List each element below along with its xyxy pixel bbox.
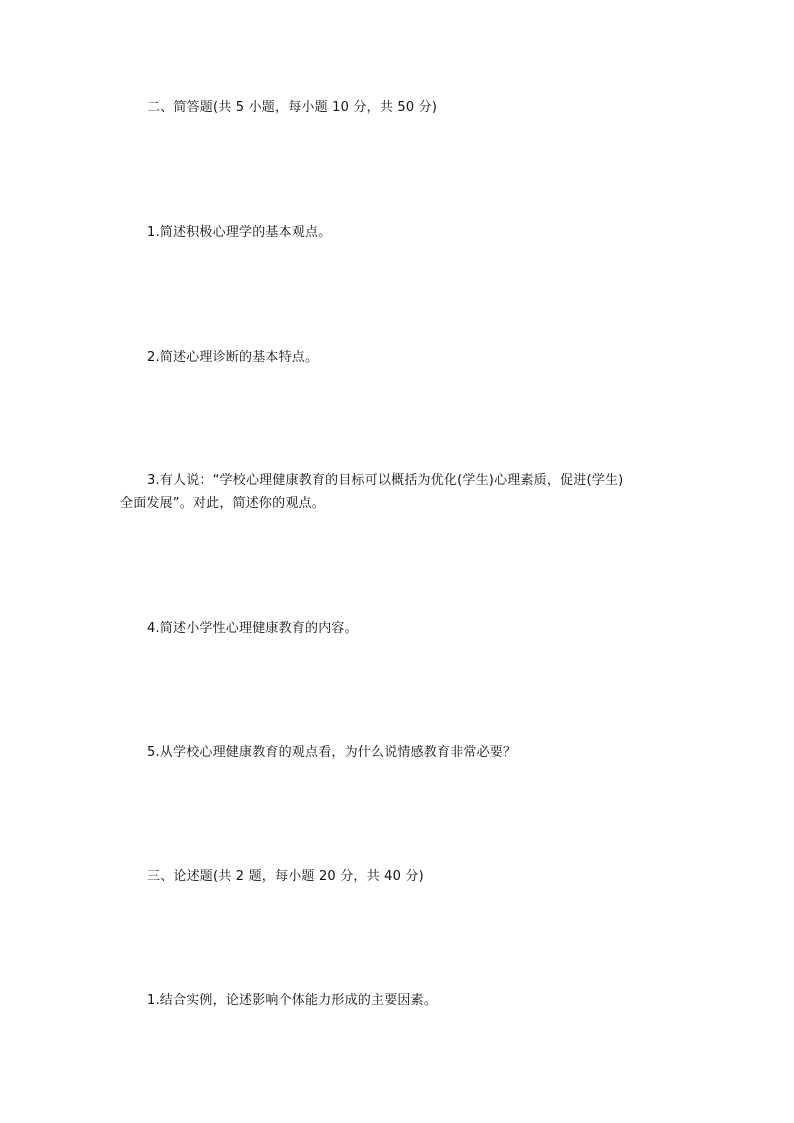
question-2-5: 5.从学校心理健康教育的观点看，为什么说情感教育非常必要？ <box>147 745 517 760</box>
question-2-3-line-1: 3.有人说：“学校心理健康教育的目标可以概括为优化(学生)心理素质，促进(学生) <box>147 473 624 488</box>
question-2-3-line-2: 全面发展”。对此，简述你的观点。 <box>120 496 325 511</box>
question-3-1: 1.结合实例，论述影响个体能力形成的主要因素。 <box>147 993 438 1008</box>
question-2-1: 1.简述积极心理学的基本观点。 <box>147 225 332 240</box>
section-2-heading: 二、简答题(共 5 小题，每小题 10 分，共 50 分) <box>147 100 438 115</box>
question-2-2: 2.简述心理诊断的基本特点。 <box>147 350 319 365</box>
question-2-4: 4.简述小学性心理健康教育的内容。 <box>147 621 358 636</box>
section-3-heading: 三、论述题(共 2 题，每小题 20 分，共 40 分) <box>147 869 424 884</box>
